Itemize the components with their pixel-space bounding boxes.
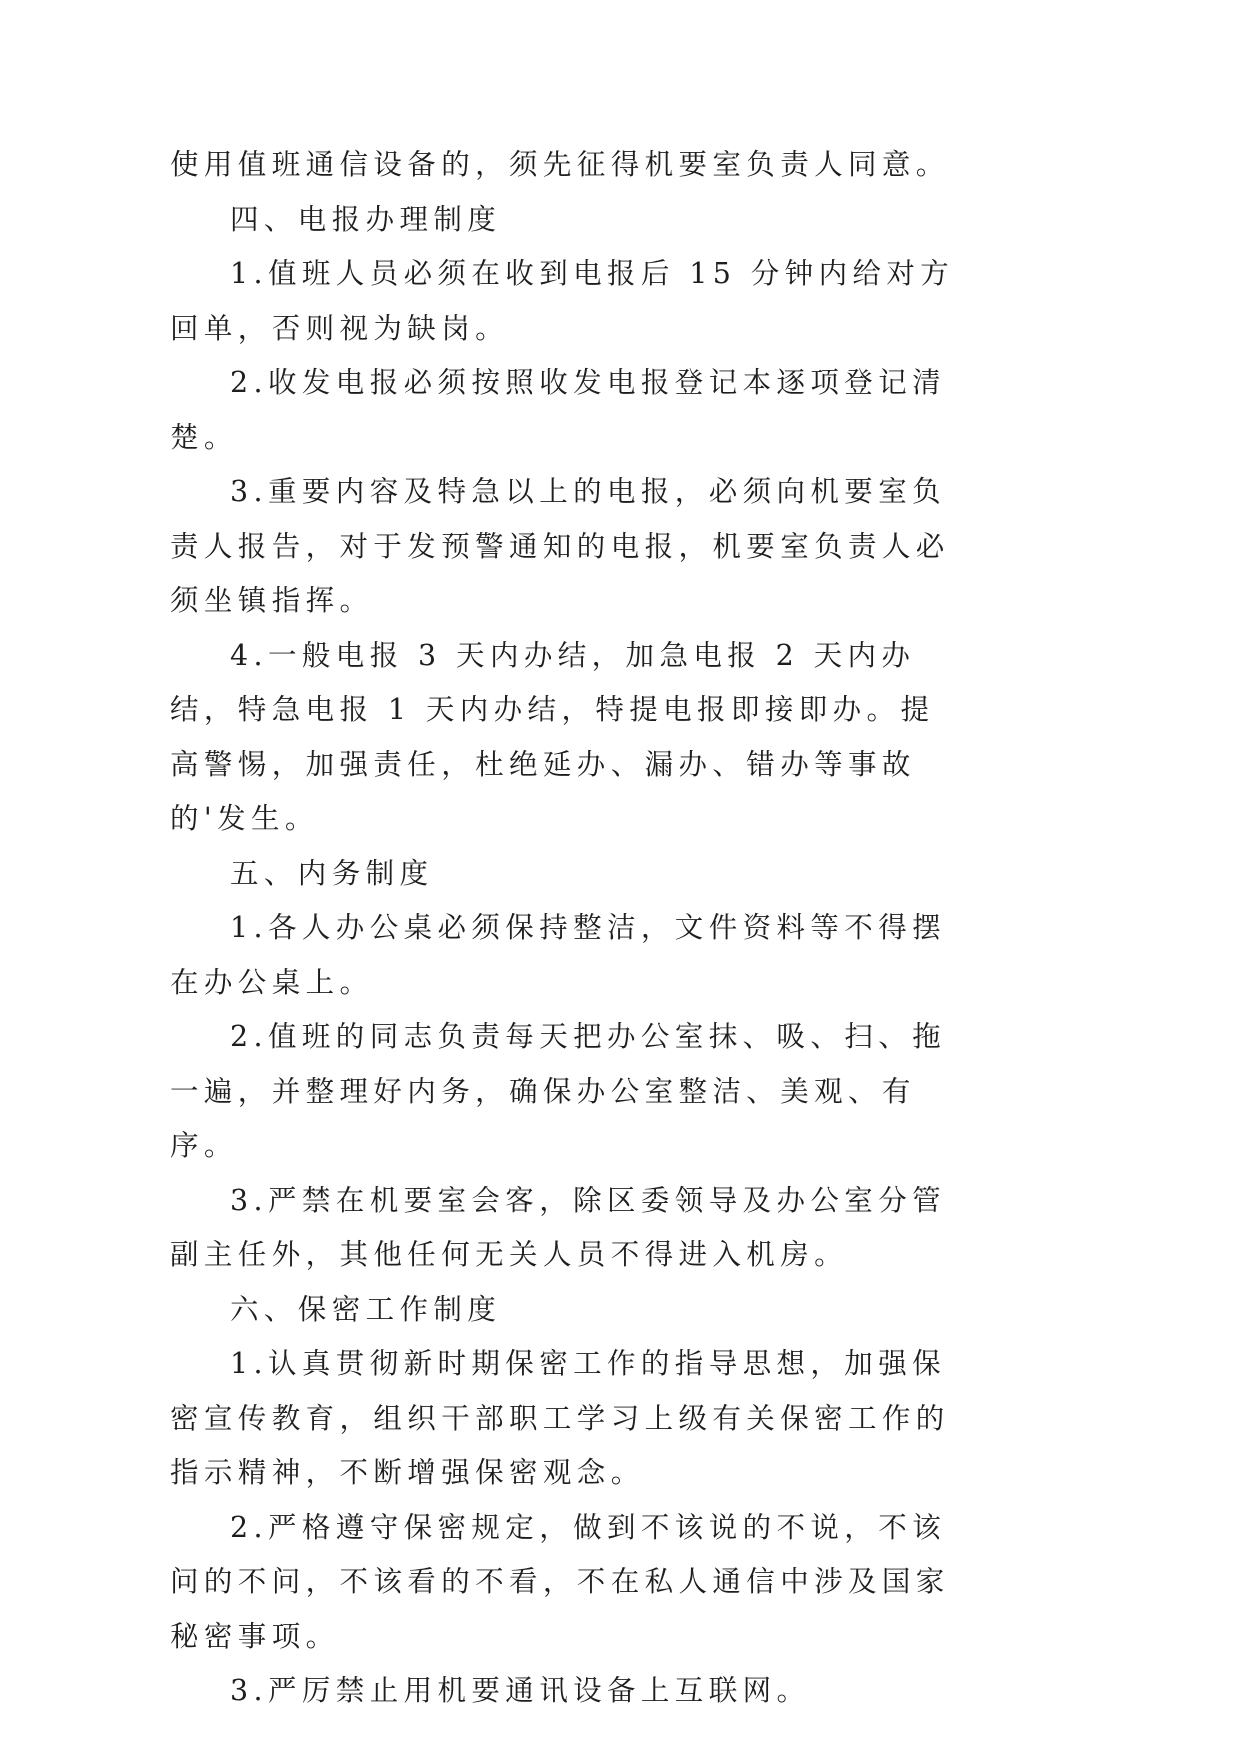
section-heading: 六、保密工作制度 [230, 1292, 502, 1326]
section-heading: 四、电报办理制度 [230, 202, 502, 236]
paragraph: 3.严厉禁止用机要通讯设备上互联网。 [230, 1674, 811, 1707]
paragraph: 4.一般电报 3 天内办结，加急电报 2 天内办结，特急电报 1 天内办结，特提电报即接即办。提高警惕，加强责任，杜绝延办、漏办、错办等事故的'发生。 [170, 638, 935, 835]
document-body [170, 138, 960, 1719]
paragraph: 2.值班的同志负责每天把办公室抹、吸、扫、拖一遍，并整理好内务，确保办公室整洁、美观、有序。 [170, 1020, 946, 1162]
paragraph: 1.值班人员必须在收到电报后 15 分钟内给对方回单，否则视为缺岗。 [170, 257, 955, 345]
paragraph: 使用值班通信设备的，须先征得机要室负责人同意。 [170, 148, 950, 181]
paragraph: 2.收发电报必须按照收发电报登记本逐项登记清楚。 [170, 366, 946, 454]
paragraph: 3.重要内容及特急以上的电报，必须向机要室负责人报告，对于发预警通知的电报，机要室负责人必须坐镇指挥。 [170, 475, 950, 617]
paragraph: 1.认真贯彻新时期保密工作的指导思想，加强保密宣传教育，组织干部职工学习上级有关保密工作的指示精神，不断增强保密观念。 [170, 1347, 950, 1489]
paragraph: 2.严格遵守保密规定，做到不该说的不说，不该问的不问，不该看的不看，不在私人通信中涉及国家秘密事项。 [170, 1510, 950, 1653]
paragraph: 3.严禁在机要室会客，除区委领导及办公室分管副主任外，其他任何无关人员不得进入机房。 [170, 1183, 946, 1271]
paragraph: 1.各人办公桌必须保持整洁，文件资料等不得摆在办公桌上。 [170, 911, 946, 999]
section-heading: 五、内务制度 [230, 856, 434, 890]
